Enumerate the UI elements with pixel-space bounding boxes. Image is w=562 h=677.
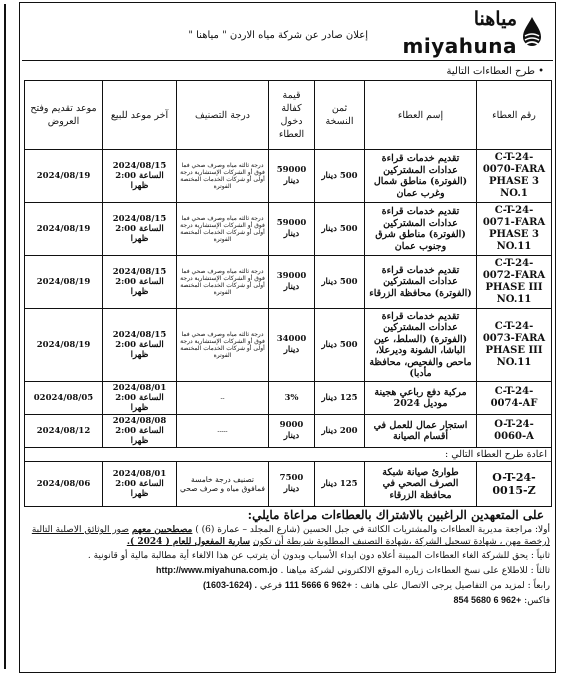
tender-number: C-T-24-0071-FARA PHASE 3 NO.11	[477, 203, 552, 256]
opening-date: 2024/08/19	[25, 256, 103, 309]
table-row	[25, 415, 552, 448]
notes-title: على المتعهدين الراغبين بالاشتراك بالعطاءات مراعاة مايلي:	[247, 508, 544, 522]
sale-deadline: 2024/08/01 الساعة 2:00 ظهرا	[103, 462, 177, 507]
bond-value: 59000 دينار	[269, 203, 315, 256]
tenders-table	[24, 80, 552, 507]
bond-value: 7500 دينار	[269, 462, 315, 507]
sale-deadline: 2024/08/15 الساعة 2:00 ظهرا	[103, 203, 177, 256]
notes-section	[24, 508, 550, 607]
opening-date: 2024/08/19	[25, 309, 103, 382]
copy-price: 125 دينار	[315, 382, 365, 415]
sale-deadline: 2024/08/15 الساعة 2:00 ظهرا	[103, 256, 177, 309]
col-header-opening: موعد تقديم وفتح العروض	[25, 81, 103, 150]
tender-number: C-T-24-0072-FARA PHASE III NO.11	[477, 256, 552, 309]
sale-deadline: 2024/08/08 الساعة 2:00 ظهرا	[103, 415, 177, 448]
reoffer-label-row	[25, 448, 552, 462]
opening-date: 2024/08/19	[25, 203, 103, 256]
note-third	[24, 564, 550, 577]
bond-value: 3%	[269, 382, 315, 415]
fax-label: فاكس:	[524, 596, 550, 606]
bond-value: 59000 دينار	[269, 150, 315, 203]
note-third-text: ثالثاً : للاطلاع على نسخ العطاءات زياره الموقع الالكتروني لشركة مياهنا .	[280, 566, 550, 576]
sale-deadline: 2024/08/15 الساعة 2:00 ظهرا	[103, 150, 177, 203]
copy-price: 125 دينار	[315, 462, 365, 507]
bond-value: 39000 دينار	[269, 256, 315, 309]
copy-price: 500 دينار	[315, 150, 365, 203]
tender-name: تقديم خدمات قراءة عدادات المشتركين (الفوترة) مناطق شمال وغرب عمان	[365, 150, 477, 203]
classification: تصنيف درجة خامسة فمافوق مياه و صرف صحي	[177, 462, 269, 507]
col-header-bond: قيمة كفالة دخول العطاء	[269, 81, 315, 150]
table-row	[25, 150, 552, 203]
tender-name: تقديم خدمات قراءة عدادات المشتركين (الفوترة) (السلط، عين الباشا، الشونة وديرعلا، ماحص والفحيص، محافظة مأدبا)	[365, 309, 477, 382]
reoffer-row	[25, 462, 552, 507]
tender-name: استجار عمال للعمل في أقسام الصيانة	[365, 415, 477, 448]
copy-price: 200 دينار	[315, 415, 365, 448]
miyahuna-logo	[381, 8, 543, 60]
header-divider	[22, 60, 553, 61]
classification: درجة ثالثه مياه وصرف صحي فما فوق أو الشركات الإستشارية درجة أولى أو شركات الخدمات المختصة الفوترة	[177, 256, 269, 309]
tender-name: طوارئ صيانة شبكة الصرف الصحي في محافظة الزرقاء	[365, 462, 477, 507]
note-fourth-text: رابعاً : لمزيد من التفاصيل يرجى الاتصال على هاتف :	[354, 581, 550, 591]
tender-number: C-T-24-0070-FARA PHASE 3 NO.1	[477, 150, 552, 203]
classification: درجة ثالثه مياه وصرف صحي فما فوق أو الشركات الإستشارية درجة أولى أو شركات الخدمات المختصة الفوترة	[177, 150, 269, 203]
sale-deadline: 2024/08/01 الساعة 2:00 ظهرا	[103, 382, 177, 415]
sale-deadline: 2024/08/15 الساعة 2:00 ظهرا	[103, 309, 177, 382]
announcement-text: إعلان صادر عن شركة مياه الاردن " مياهنا "	[188, 30, 368, 41]
col-header-number: رقم العطاء	[477, 81, 552, 150]
table-row	[25, 256, 552, 309]
classification: --	[177, 382, 269, 415]
extension-number: (1603-1624) .	[202, 580, 257, 590]
note-fourth	[24, 579, 550, 592]
note-first-validity: سارية المفعول للعام ( 2024 ).	[126, 537, 251, 547]
note-second: ثانياً : يحق للشركة الغاء العطاءات المبينة أعلاه دون ابداء الأسباب وبدون أن يترتب عن هذا الالغاء أية مطالبة مالية أو قانونية .	[87, 551, 550, 561]
col-header-name: إسم العطاء	[365, 81, 477, 150]
table-row	[25, 203, 552, 256]
phone-number: 111 5666 6 962+	[284, 580, 352, 590]
opening-date: 2024/08/12	[25, 415, 103, 448]
water-drop-icon	[521, 16, 543, 50]
tender-number: O-T-24-0015-Z	[477, 462, 552, 507]
note-first-emphasis: مصطحبين معهم	[131, 525, 193, 535]
tender-name: تقديم خدمات قراءة عدادات المشتركين (الفوترة) محافظة الزرقاء	[365, 256, 477, 309]
note-first	[24, 524, 550, 548]
reoffer-label: اعادة طرح العطاء التالي :	[25, 448, 552, 462]
bond-value: 9000 دينار	[269, 415, 315, 448]
tender-number: C-T-24-0074-AF	[477, 382, 552, 415]
note-first-text: أولا: مراجعة مديرية العطاءات والمشتريات الكائنة في جبل الحسين (شارع المجلد – عمارة (6) )	[195, 525, 550, 535]
classification: -----	[177, 415, 269, 448]
copy-price: 500 دينار	[315, 203, 365, 256]
table-header-row	[25, 81, 552, 150]
fax-number: 854 5680 6 962+	[453, 595, 522, 605]
fax-line	[24, 594, 550, 607]
tender-name: تقديم خدمات قراءة عدادات المشتركين (الفوترة) مناطق شرق وجنوب عمان	[365, 203, 477, 256]
opening-date: 2024/08/06	[25, 462, 103, 507]
tender-number: C-T-24-0073-FARA PHASE III NO.11	[477, 309, 552, 382]
logo-english-text: miyahuna	[402, 34, 517, 58]
extension-label: فرعي	[259, 581, 282, 591]
bond-value: 34000 دينار	[269, 309, 315, 382]
opening-date: 02024/08/05	[25, 382, 103, 415]
intro-bullet: • طرح العطاءات التالية	[446, 66, 544, 77]
col-header-copy-price: ثمن النسخة	[315, 81, 365, 150]
copy-price: 500 دينار	[315, 309, 365, 382]
note-first-documents: صور الوثائق الاصلية التالية (رخصة مهن ، شهادة تسجيل الشركة ،شهادة التصنيف المطلوبة شريطة أن تكون	[31, 525, 550, 547]
classification: درجة ثالثه مياه وصرف صحي فما فوق أو الشركات الإستشارية درجة أولى أو شركات الخدمات المختصة الفوترة	[177, 309, 269, 382]
classification: درجة ثالثه مياه وصرف صحي فما فوق أو الشركات الإستشارية درجة أولى أو شركات الخدمات المختصة الفوترة	[177, 203, 269, 256]
opening-date: 2024/08/19	[25, 150, 103, 203]
col-header-sale-deadline: آخر موعد للبيع	[103, 81, 177, 150]
col-header-classification: درجة التصنيف	[177, 81, 269, 150]
tender-name: مركبة دفع رباعي هجينة موديل 2024	[365, 382, 477, 415]
table-row	[25, 309, 552, 382]
website-link[interactable]: http://www.miyahuna.com.jo	[155, 565, 278, 575]
table-row	[25, 382, 552, 415]
header	[22, 6, 553, 58]
logo-arabic-text: مياهنا	[473, 8, 517, 30]
tender-number: O-T-24-0060-A	[477, 415, 552, 448]
left-edge-rule	[4, 4, 6, 669]
copy-price: 500 دينار	[315, 256, 365, 309]
